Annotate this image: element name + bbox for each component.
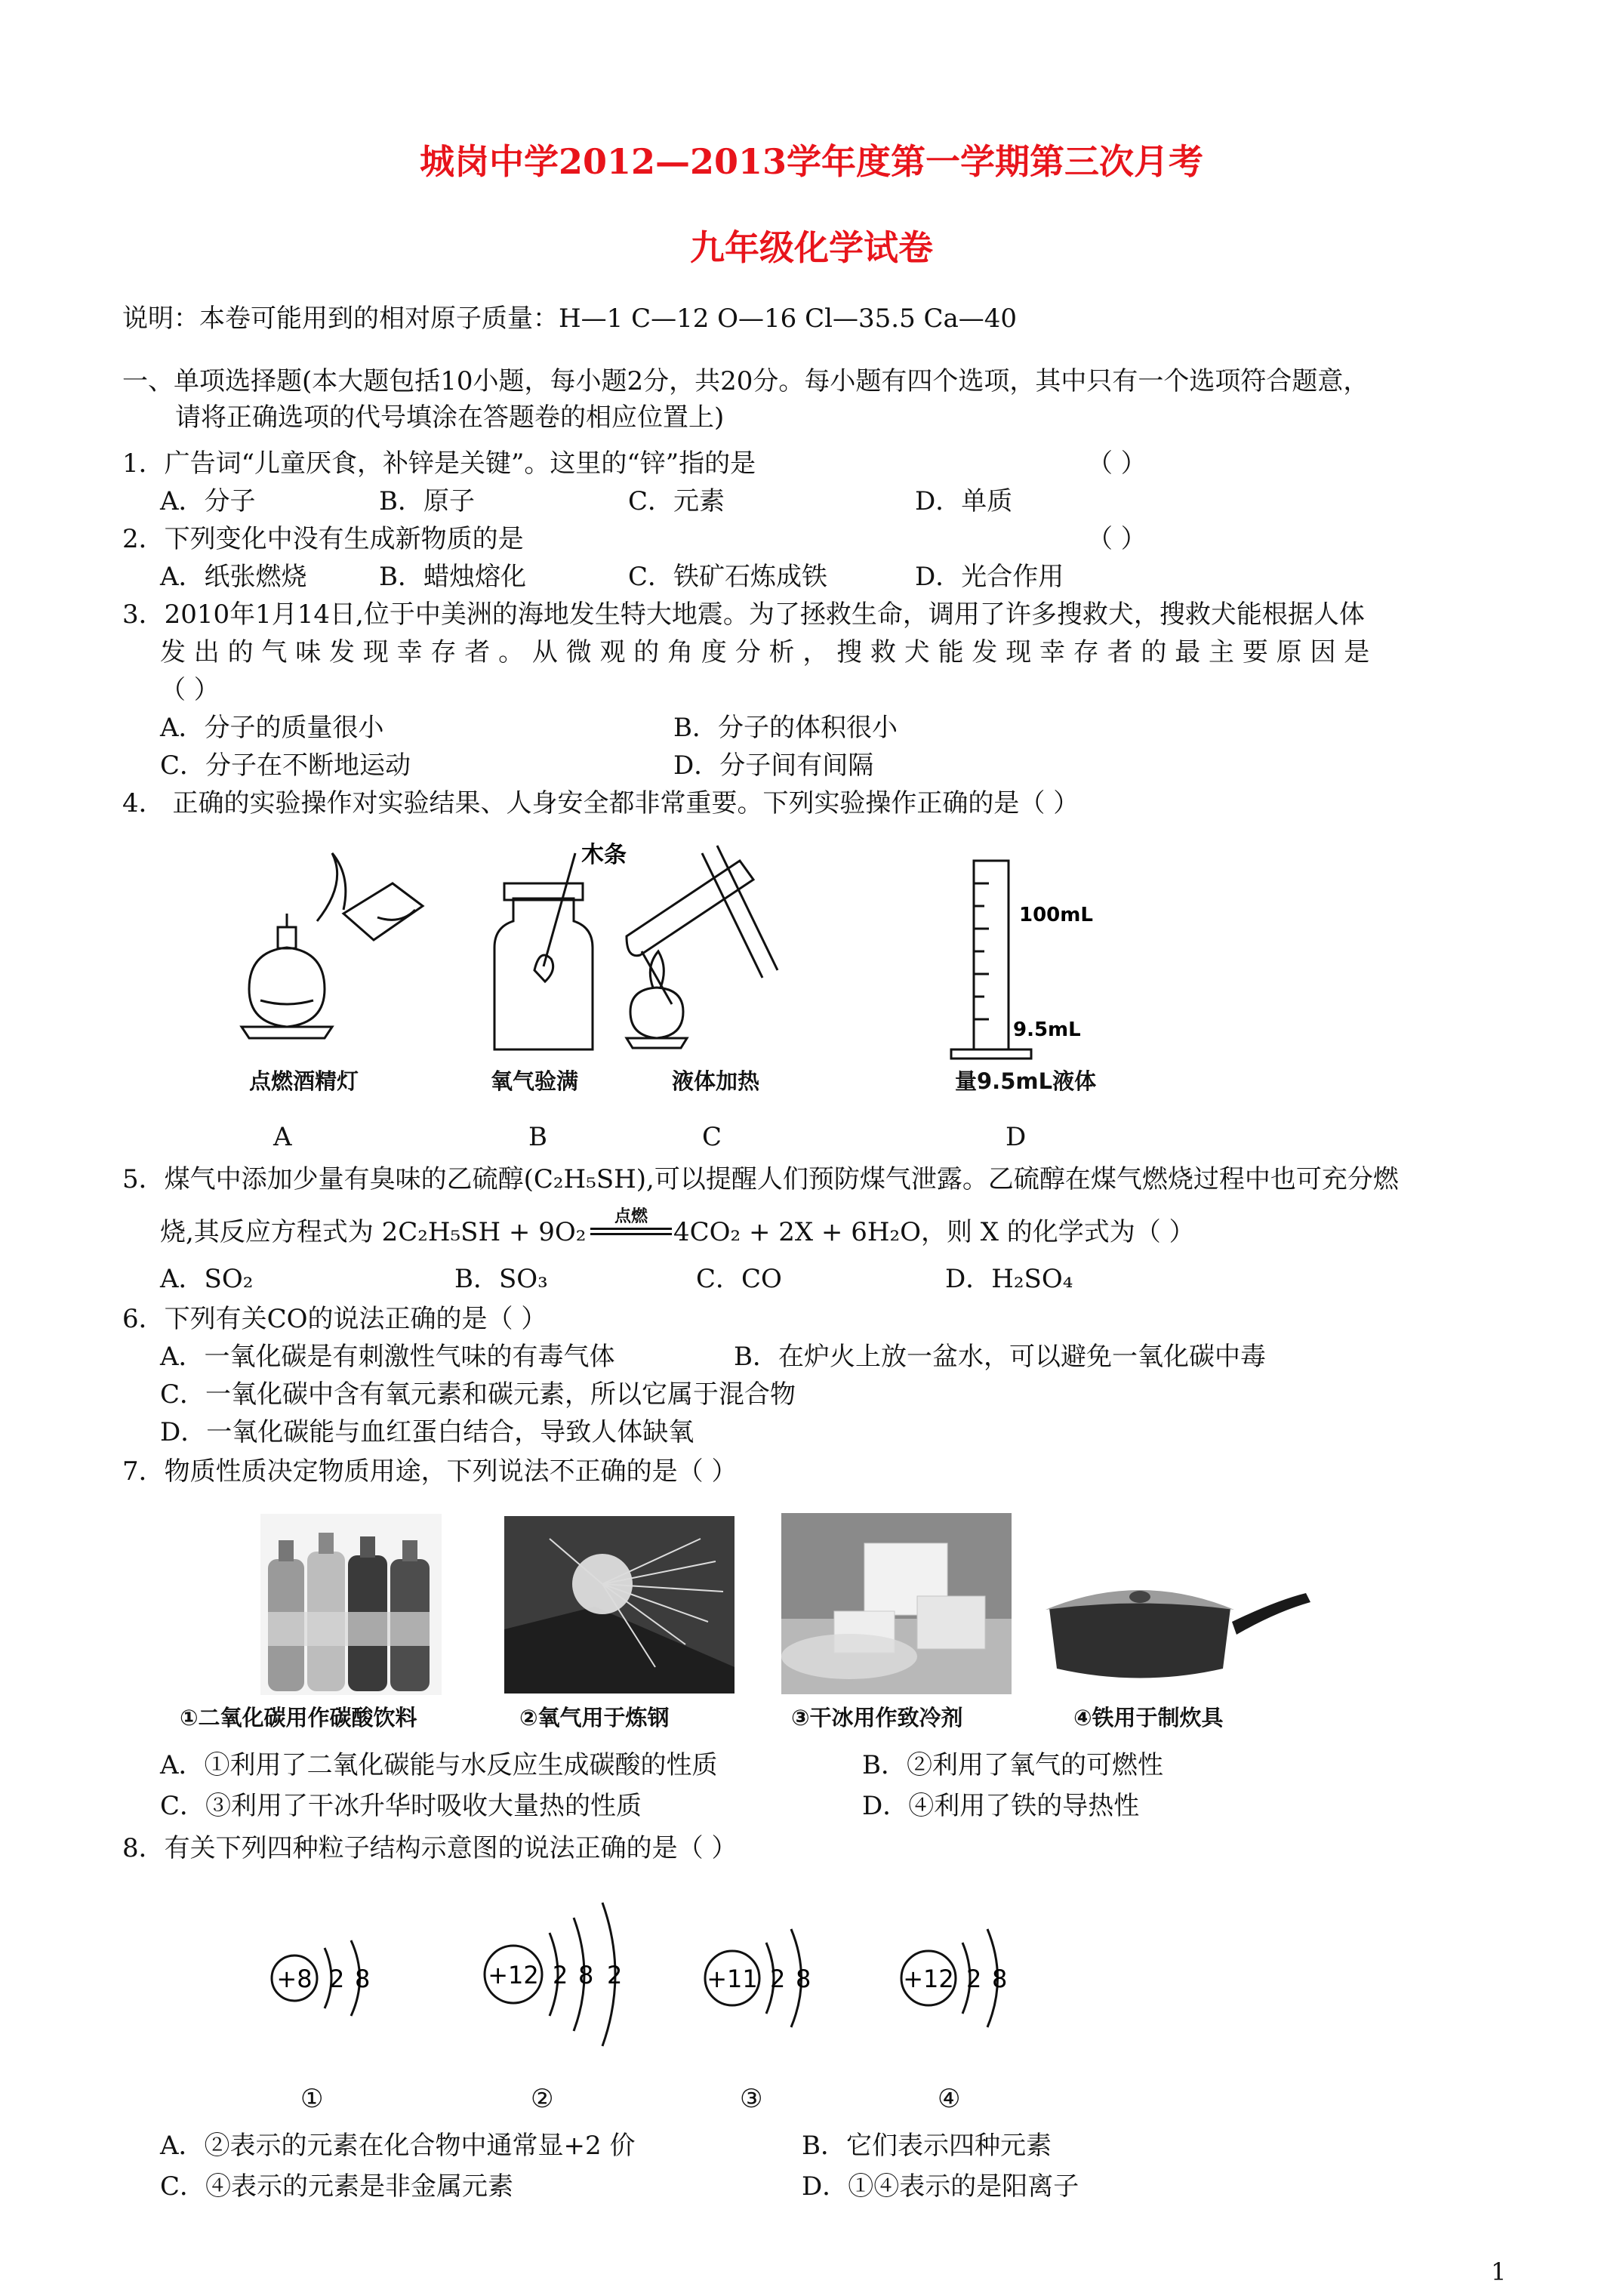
cylinder-upper-mark: 100mL xyxy=(1019,904,1093,926)
exam-subtitle: 九年级化学试卷 xyxy=(690,227,933,268)
atom-1-shell-2: 8 xyxy=(355,1965,371,1993)
q4-letter-b: B xyxy=(528,1122,547,1152)
q6-option-a: A．一氧化碳是有刺激性气味的有毒气体 xyxy=(160,1342,615,1372)
q4-caption-d: 量9.5mL液体 xyxy=(955,1068,1097,1094)
section-heading-line2: 请将正确选项的代号填涂在答题卷的相应位置上) xyxy=(175,402,725,433)
atom-structure-3 xyxy=(705,1929,811,2027)
atom-structure-4 xyxy=(901,1929,1007,2027)
atom-structure-1 xyxy=(272,1940,370,2016)
q5-condition: 点燃 xyxy=(614,1207,648,1226)
q1-option-d: D．单质 xyxy=(915,486,1013,516)
q5-line1: 5．煤气中添加少量有臭味的乙硫醇(C₂H₅SH),可以提醒人们预防煤气泄露。乙硫醇在煤气燃烧过程中也可充分燃 xyxy=(122,1164,1399,1194)
q6-option-b: B．在炉火上放一盆水，可以避免一氧化碳中毒 xyxy=(734,1342,1266,1372)
q6-stem: 6．下列有关CO的说法正确的是（ ） xyxy=(122,1304,547,1334)
atom-2-nucleus: +12 xyxy=(488,1961,539,1989)
q4-letter-c: C xyxy=(702,1122,722,1152)
q4-caption-a: 点燃酒精灯 xyxy=(249,1068,359,1094)
test-tube-heating-drawing xyxy=(627,846,778,1048)
q7-option-b: B．②利用了氧气的可燃性 xyxy=(862,1750,1163,1780)
atom-4-nucleus: +12 xyxy=(903,1965,954,1993)
q3-line3: （ ） xyxy=(160,675,220,705)
atomic-structure-diagrams xyxy=(249,1884,1042,2073)
q8-label-3: ③ xyxy=(740,2084,763,2114)
q3-line1: 3．2010年1月14日,位于中美洲的海地发生特大地震。为了拯救生命，调用了许多搜救犬，搜救犬能根据人体 xyxy=(122,599,1365,630)
q2-bracket: （ ） xyxy=(1087,524,1147,554)
iron-wok-photo xyxy=(1034,1555,1321,1687)
q8-option-d: D．①④表示的是阳离子 xyxy=(802,2171,1079,2202)
q3-option-d: D．分子间有间隔 xyxy=(673,750,874,781)
q5-line2-post: 4CO₂ + 2X + 6H₂O，则 X 的化学式为（ ） xyxy=(673,1217,1195,1247)
q7-caption-2: ②氧气用于炼钢 xyxy=(519,1705,670,1730)
alcohol-lamp-drawing xyxy=(242,853,423,1038)
q7-option-c: C．③利用了干冰升华时吸收大量热的性质 xyxy=(160,1791,642,1821)
q5-option-c: C．CO xyxy=(696,1264,782,1294)
q8-label-2: ② xyxy=(531,2084,554,2114)
q4-caption-b: 氧气验满 xyxy=(491,1068,579,1094)
q2-option-c: C．铁矿石炼成铁 xyxy=(628,562,828,592)
q7-option-d: D．④利用了铁的导热性 xyxy=(862,1791,1140,1821)
q8-label-4: ④ xyxy=(938,2084,961,2114)
q2-option-d: D．光合作用 xyxy=(915,562,1064,592)
q6-option-d: D．一氧化碳能与血红蛋白结合，导致人体缺氧 xyxy=(160,1417,694,1447)
q7-option-a: A．①利用了二氧化碳能与水反应生成碳酸的性质 xyxy=(160,1750,718,1780)
q1-bracket: （ ） xyxy=(1087,448,1147,479)
atom-2-shell-3: 2 xyxy=(607,1961,623,1989)
q4-letter-d: D xyxy=(1006,1122,1027,1152)
atom-3-shell-2: 8 xyxy=(796,1965,812,1993)
q5-option-d: D．H₂SO₄ xyxy=(945,1264,1073,1294)
q3-option-b: B．分子的体积很小 xyxy=(673,713,898,743)
q8-option-c: C．④表示的元素是非金属元素 xyxy=(160,2171,514,2202)
q2-stem: 2．下列变化中没有生成新物质的是 xyxy=(122,524,524,554)
q8-label-1: ① xyxy=(300,2084,324,2114)
q8-stem: 8．有关下列四种粒子结构示意图的说法正确的是（ ） xyxy=(122,1833,738,1863)
gas-jar-drawing xyxy=(494,853,593,1049)
q2-option-b: B．蜡烛熔化 xyxy=(379,562,526,592)
q5-line2-pre: 烧,其反应方程式为 2C₂H₅SH + 9O₂ xyxy=(160,1217,587,1247)
q3-option-a: A．分子的质量很小 xyxy=(160,713,384,743)
atomic-mass-note: 说明：本卷可能用到的相对原子质量：H—1 C—12 O—16 Cl—35.5 Ca—40 xyxy=(122,304,1018,334)
steelmaking-sparks-photo xyxy=(504,1516,735,1693)
q5-option-b: B．SO₃ xyxy=(454,1264,548,1294)
stick-label: 木条 xyxy=(581,842,627,868)
q1-stem: 1．广告词“儿童厌食，补锌是关键”。这里的“锌”指的是 xyxy=(122,448,756,479)
atom-3-shell-1: 2 xyxy=(770,1965,786,1993)
atom-structure-2 xyxy=(485,1903,622,2046)
q7-stem: 7．物质性质决定物质用途，下列说法不正确的是（ ） xyxy=(122,1456,738,1487)
q8-option-b: B．它们表示四种元素 xyxy=(802,2131,1052,2161)
q5-option-a: A．SO₂ xyxy=(160,1264,254,1294)
dry-ice-photo xyxy=(781,1513,1012,1694)
atom-3-nucleus: +11 xyxy=(707,1965,758,1993)
q3-option-c: C．分子在不断地运动 xyxy=(160,750,411,781)
atom-1-nucleus: +8 xyxy=(276,1965,313,1993)
section-heading-line1: 一、单项选择题(本大题包括10小题，每小题2分，共20分。每小题有四个选项，其中只有一个选项符合题意， xyxy=(122,366,1369,396)
exam-title: 城岗中学2012—2013学年度第一学期第三次月考 xyxy=(419,141,1204,182)
soda-bottles-photo xyxy=(260,1514,442,1695)
page-number: 1 xyxy=(1491,2257,1507,2286)
q6-option-c: C．一氧化碳中含有氧元素和碳元素，所以它属于混合物 xyxy=(160,1379,796,1410)
q1-option-a: A．分子 xyxy=(160,486,256,516)
q1-option-b: B．原子 xyxy=(379,486,475,516)
q8-option-a: A．②表示的元素在化合物中通常显+2 价 xyxy=(160,2131,636,2161)
cylinder-lower-mark: 9.5mL xyxy=(1013,1019,1081,1041)
q5-reaction-arrow xyxy=(590,1208,672,1235)
q7-caption-1: ①二氧化碳用作碳酸饮料 xyxy=(180,1705,417,1730)
atom-4-shell-1: 2 xyxy=(966,1965,982,1993)
q1-option-c: C．元素 xyxy=(628,486,725,516)
atom-2-shell-2: 8 xyxy=(578,1961,594,1989)
atom-1-shell-1: 2 xyxy=(329,1965,345,1993)
q4-letter-a: A xyxy=(273,1122,292,1152)
q4-stem: 4． 正确的实验操作对实验结果、人身安全都非常重要。下列实验操作正确的是（ ） xyxy=(122,788,1079,818)
q4-caption-c: 液体加热 xyxy=(672,1068,760,1094)
q3-line2: 发 出 的 气 味 发 现 幸 存 者 。 从 微 观 的 角 度 分 析 ， 搜 救 犬 能 发 现 幸 存 者 的 最 主 要 原 因 是 xyxy=(160,637,1370,667)
atom-4-shell-2: 8 xyxy=(992,1965,1008,1993)
q7-caption-4: ④铁用于制炊具 xyxy=(1073,1705,1224,1730)
q7-caption-3: ③干冰用作致冷剂 xyxy=(791,1705,963,1730)
q2-option-a: A．纸张燃烧 xyxy=(160,562,307,592)
atom-2-shell-1: 2 xyxy=(553,1961,568,1989)
